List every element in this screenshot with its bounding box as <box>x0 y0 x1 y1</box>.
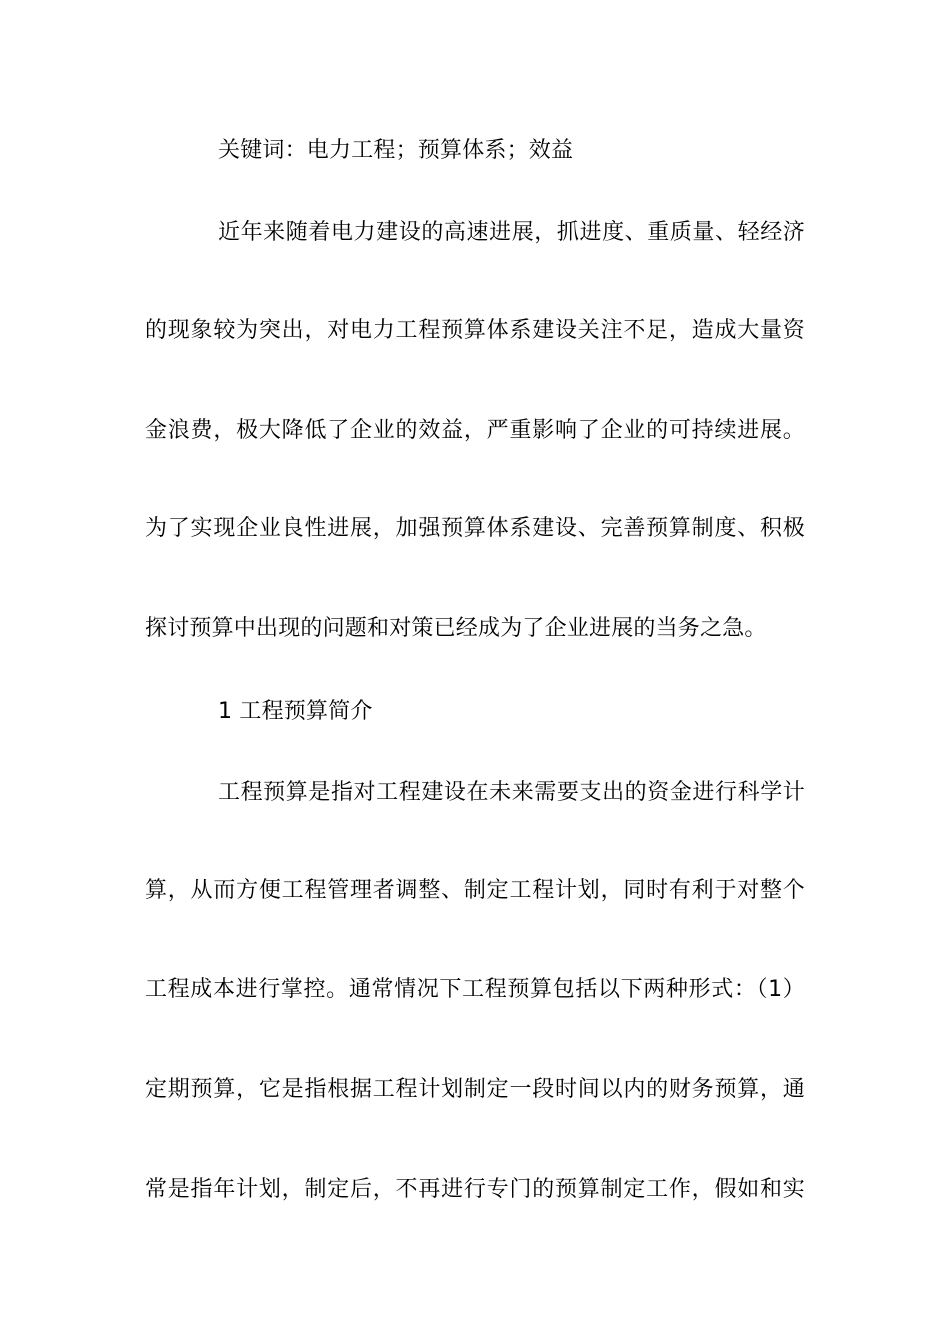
paragraph-line: 金浪费，极大降低了企业的效益，严重影响了企业的可持续进展。 <box>145 418 805 443</box>
paragraph-line: 的现象较为突出，对电力工程预算体系建设关注不足，造成大量资 <box>145 318 805 343</box>
keywords-line: 关键词：电力工程；预算体系；效益 <box>218 138 574 163</box>
paragraph-line: 定期预算，它是指根据工程计划制定一段时间以内的财务预算，通 <box>145 1077 805 1102</box>
paragraph-line: 算，从而方便工程管理者调整、制定工程计划，同时有利于对整个 <box>145 878 805 903</box>
paragraph-line: 常是指年计划，制定后，不再进行专门的预算制定工作，假如和实 <box>145 1177 805 1202</box>
paragraph-line: 近年来随着电力建设的高速进展，抓进度、重质量、轻经济 <box>218 220 805 245</box>
section-heading: 1 工程预算简介 <box>218 699 373 724</box>
paragraph-line: 探讨预算中出现的问题和对策已经成为了企业进展的当务之急。 <box>145 616 767 641</box>
paragraph-line: 工程预算是指对工程建设在未来需要支出的资金进行科学计 <box>218 780 805 805</box>
paragraph-line: 工程成本进行掌控。通常情况下工程预算包括以下两种形式：（1） <box>145 977 805 1002</box>
paragraph-line: 为了实现企业良性进展，加强预算体系建设、完善预算制度、积极 <box>145 516 805 541</box>
